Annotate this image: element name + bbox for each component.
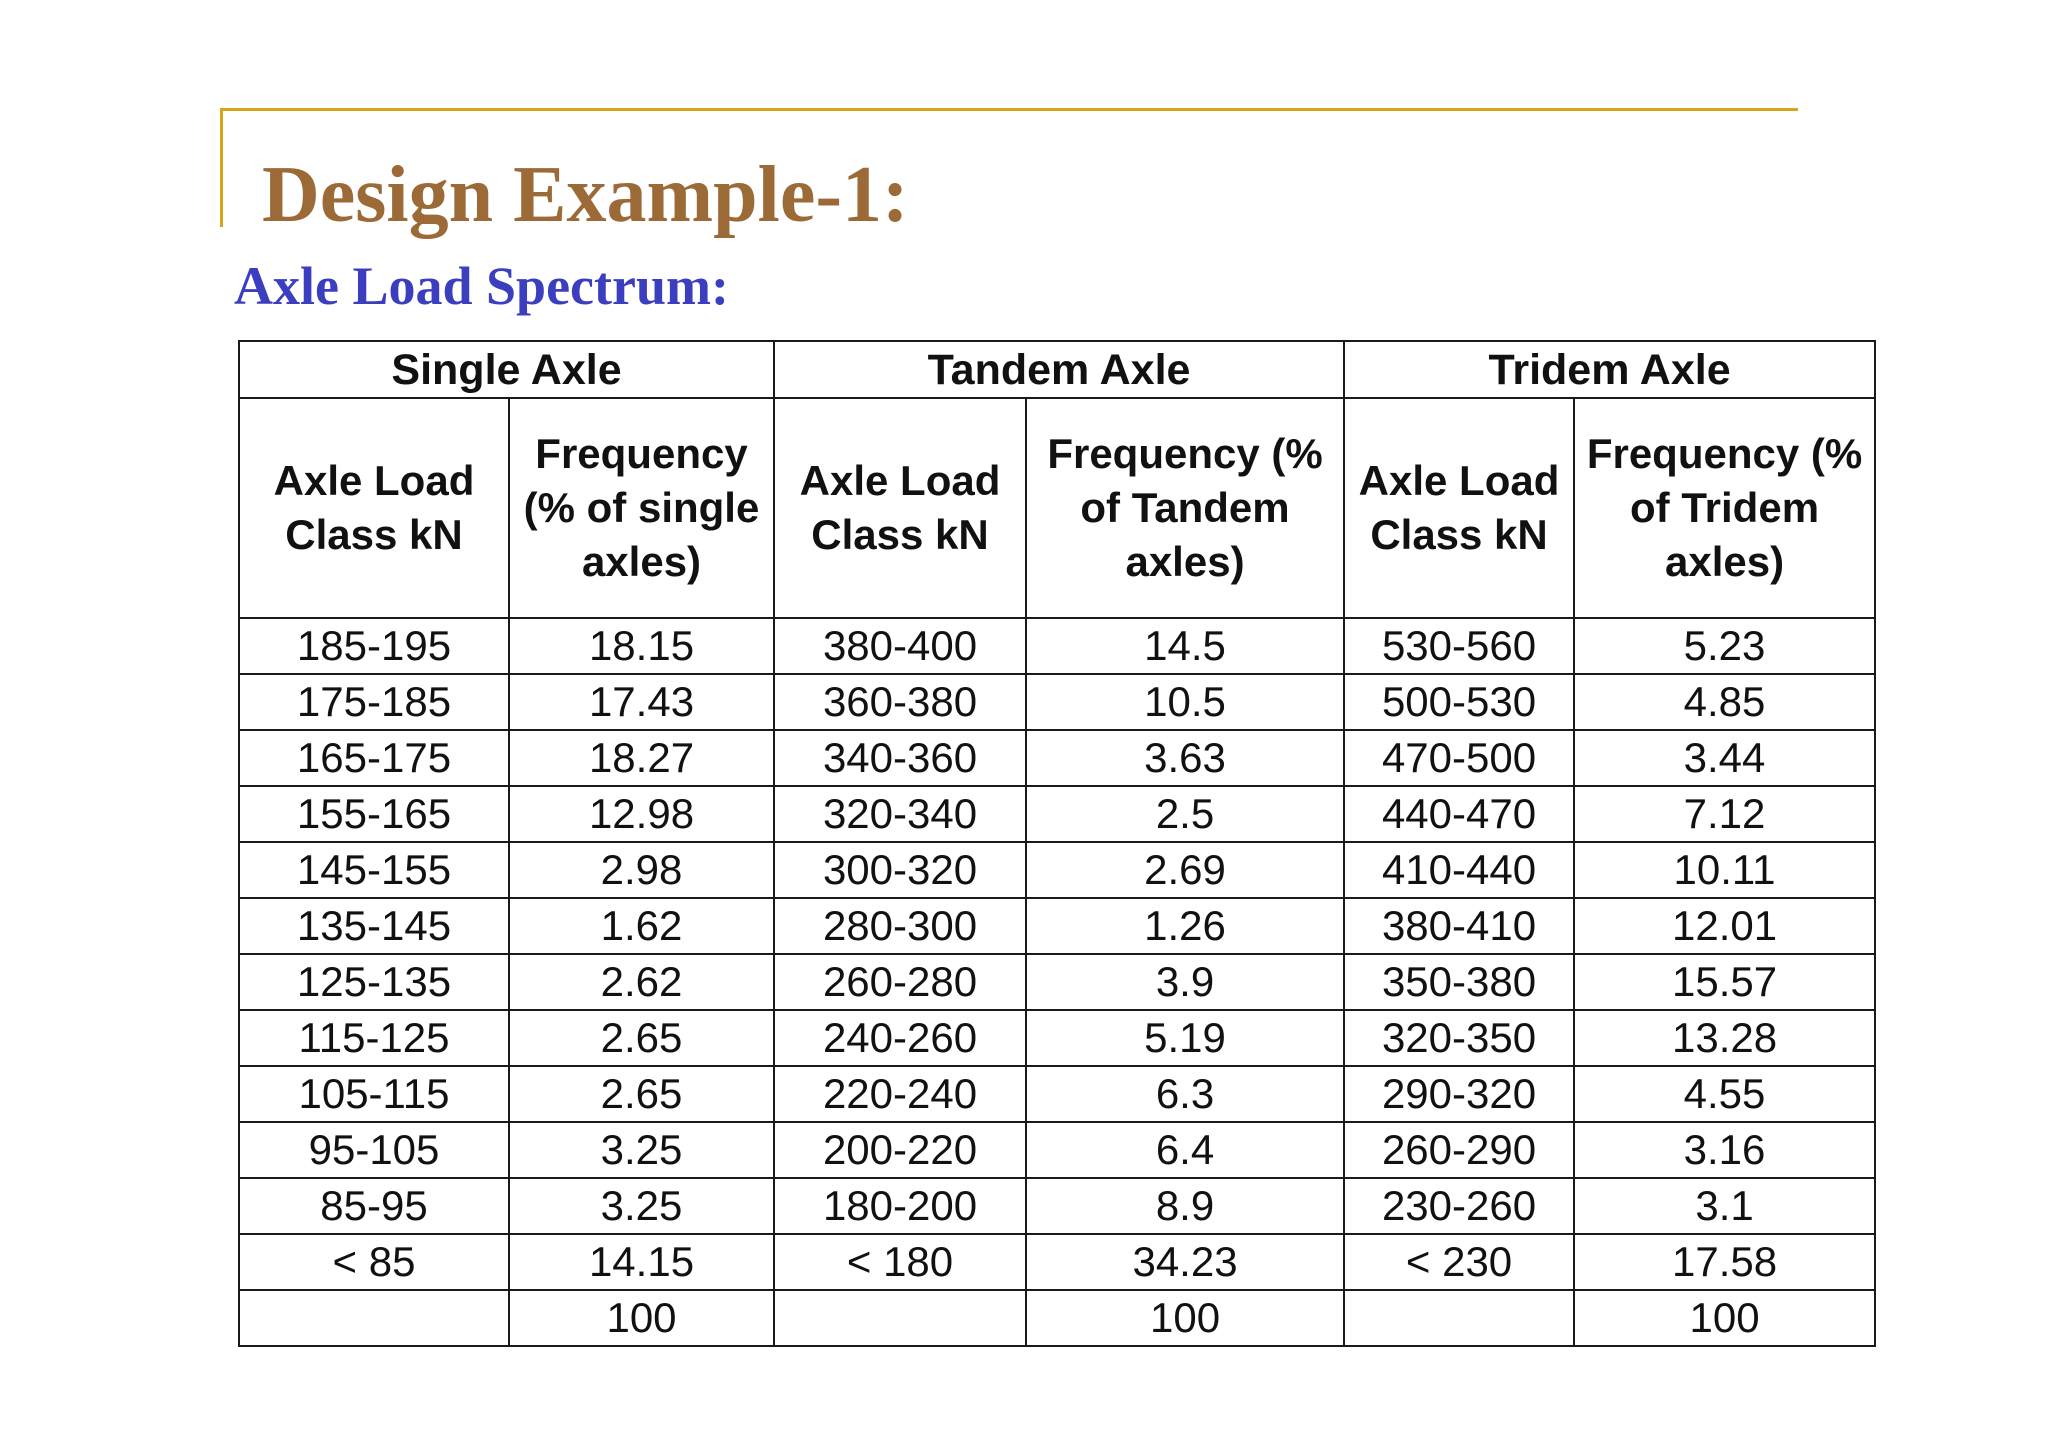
table-cell: 260-290 — [1344, 1122, 1574, 1178]
table-cell: 95-105 — [239, 1122, 509, 1178]
table-cell: 3.16 — [1574, 1122, 1875, 1178]
table-cell: 125-135 — [239, 954, 509, 1010]
table-cell: 115-125 — [239, 1010, 509, 1066]
column-header-tridem-frequency: Frequency (% of Tridem axles) — [1574, 398, 1875, 618]
table-row — [239, 842, 1875, 898]
table-body — [239, 618, 1875, 1346]
group-header-single: Single Axle — [239, 341, 774, 398]
table-cell: 2.98 — [509, 842, 774, 898]
table-cell: 240-260 — [774, 1010, 1026, 1066]
table-cell: 185-195 — [239, 618, 509, 674]
table-cell: 100 — [509, 1290, 774, 1346]
table-cell: 320-340 — [774, 786, 1026, 842]
group-header-row — [239, 341, 1875, 398]
group-header-tridem: Tridem Axle — [1344, 341, 1875, 398]
table-cell: 85-95 — [239, 1178, 509, 1234]
table-cell: 3.63 — [1026, 730, 1344, 786]
table-row — [239, 1290, 1875, 1346]
table-cell: < 230 — [1344, 1234, 1574, 1290]
table-row — [239, 1178, 1875, 1234]
table-cell: 145-155 — [239, 842, 509, 898]
table-cell: 320-350 — [1344, 1010, 1574, 1066]
table-cell: 3.44 — [1574, 730, 1875, 786]
table-cell: 3.25 — [509, 1178, 774, 1234]
table-cell: < 85 — [239, 1234, 509, 1290]
table-cell: 2.65 — [509, 1066, 774, 1122]
table-cell: 340-360 — [774, 730, 1026, 786]
table-cell: 4.55 — [1574, 1066, 1875, 1122]
table-row — [239, 618, 1875, 674]
column-header-single-load: Axle Load Class kN — [239, 398, 509, 618]
table-cell: 360-380 — [774, 674, 1026, 730]
table-row — [239, 786, 1875, 842]
table-cell: 220-240 — [774, 1066, 1026, 1122]
table-cell: 2.69 — [1026, 842, 1344, 898]
table-row — [239, 730, 1875, 786]
table-row — [239, 1234, 1875, 1290]
table-cell — [1344, 1290, 1574, 1346]
table-cell: 15.57 — [1574, 954, 1875, 1010]
table-cell: 12.01 — [1574, 898, 1875, 954]
table-cell: 500-530 — [1344, 674, 1574, 730]
table-cell: 230-260 — [1344, 1178, 1574, 1234]
table-cell: 290-320 — [1344, 1066, 1574, 1122]
table-cell: 410-440 — [1344, 842, 1574, 898]
table-cell: 470-500 — [1344, 730, 1574, 786]
table-cell — [774, 1290, 1026, 1346]
table-cell: 3.25 — [509, 1122, 774, 1178]
table-cell: 100 — [1026, 1290, 1344, 1346]
table-row — [239, 954, 1875, 1010]
table-cell: 440-470 — [1344, 786, 1574, 842]
table-cell: 6.4 — [1026, 1122, 1344, 1178]
table-cell: 180-200 — [774, 1178, 1026, 1234]
table-cell: 300-320 — [774, 842, 1026, 898]
table-cell: 1.62 — [509, 898, 774, 954]
table-cell: 530-560 — [1344, 618, 1574, 674]
title-side-rule — [220, 108, 223, 227]
group-header-tandem: Tandem Axle — [774, 341, 1344, 398]
table-cell: 6.3 — [1026, 1066, 1344, 1122]
table-cell: 10.11 — [1574, 842, 1875, 898]
table-cell: 1.26 — [1026, 898, 1344, 954]
table-cell: 380-400 — [774, 618, 1026, 674]
table-row — [239, 674, 1875, 730]
table-cell: 5.19 — [1026, 1010, 1344, 1066]
table-cell: 380-410 — [1344, 898, 1574, 954]
table-cell: 200-220 — [774, 1122, 1026, 1178]
table-cell: 13.28 — [1574, 1010, 1875, 1066]
table-cell: 18.27 — [509, 730, 774, 786]
table-cell: 155-165 — [239, 786, 509, 842]
table-cell: 18.15 — [509, 618, 774, 674]
table-cell: 175-185 — [239, 674, 509, 730]
table-cell: 100 — [1574, 1290, 1875, 1346]
column-header-tandem-load: Axle Load Class kN — [774, 398, 1026, 618]
table-cell: 135-145 — [239, 898, 509, 954]
column-header-tandem-frequency: Frequency (% of Tandem axles) — [1026, 398, 1344, 618]
table-cell: 5.23 — [1574, 618, 1875, 674]
table-row — [239, 1122, 1875, 1178]
table-cell: 350-380 — [1344, 954, 1574, 1010]
title-top-rule — [220, 108, 1798, 111]
table-cell: 3.1 — [1574, 1178, 1875, 1234]
table-cell: 280-300 — [774, 898, 1026, 954]
table-cell: 165-175 — [239, 730, 509, 786]
table-cell: 2.62 — [509, 954, 774, 1010]
table-cell: 8.9 — [1026, 1178, 1344, 1234]
slide-title: Design Example-1: — [262, 151, 909, 239]
table-cell: 4.85 — [1574, 674, 1875, 730]
table-cell: 3.9 — [1026, 954, 1344, 1010]
table-cell: 2.5 — [1026, 786, 1344, 842]
table-cell: 10.5 — [1026, 674, 1344, 730]
column-header-single-frequency: Frequency (% of single axles) — [509, 398, 774, 618]
table-cell: 12.98 — [509, 786, 774, 842]
table-cell: 105-115 — [239, 1066, 509, 1122]
table-cell — [239, 1290, 509, 1346]
table-cell: 17.58 — [1574, 1234, 1875, 1290]
table-row — [239, 1066, 1875, 1122]
column-header-tridem-load: Axle Load Class kN — [1344, 398, 1574, 618]
column-header-row — [239, 398, 1875, 618]
slide-subtitle: Axle Load Spectrum: — [234, 256, 729, 316]
table-cell: 17.43 — [509, 674, 774, 730]
table-cell: 7.12 — [1574, 786, 1875, 842]
axle-load-spectrum-table — [238, 340, 1876, 1347]
table-row — [239, 898, 1875, 954]
table-cell: 14.15 — [509, 1234, 774, 1290]
table-row — [239, 1010, 1875, 1066]
table-cell: 14.5 — [1026, 618, 1344, 674]
table-cell: 260-280 — [774, 954, 1026, 1010]
table-cell: < 180 — [774, 1234, 1026, 1290]
table-cell: 34.23 — [1026, 1234, 1344, 1290]
table-cell: 2.65 — [509, 1010, 774, 1066]
